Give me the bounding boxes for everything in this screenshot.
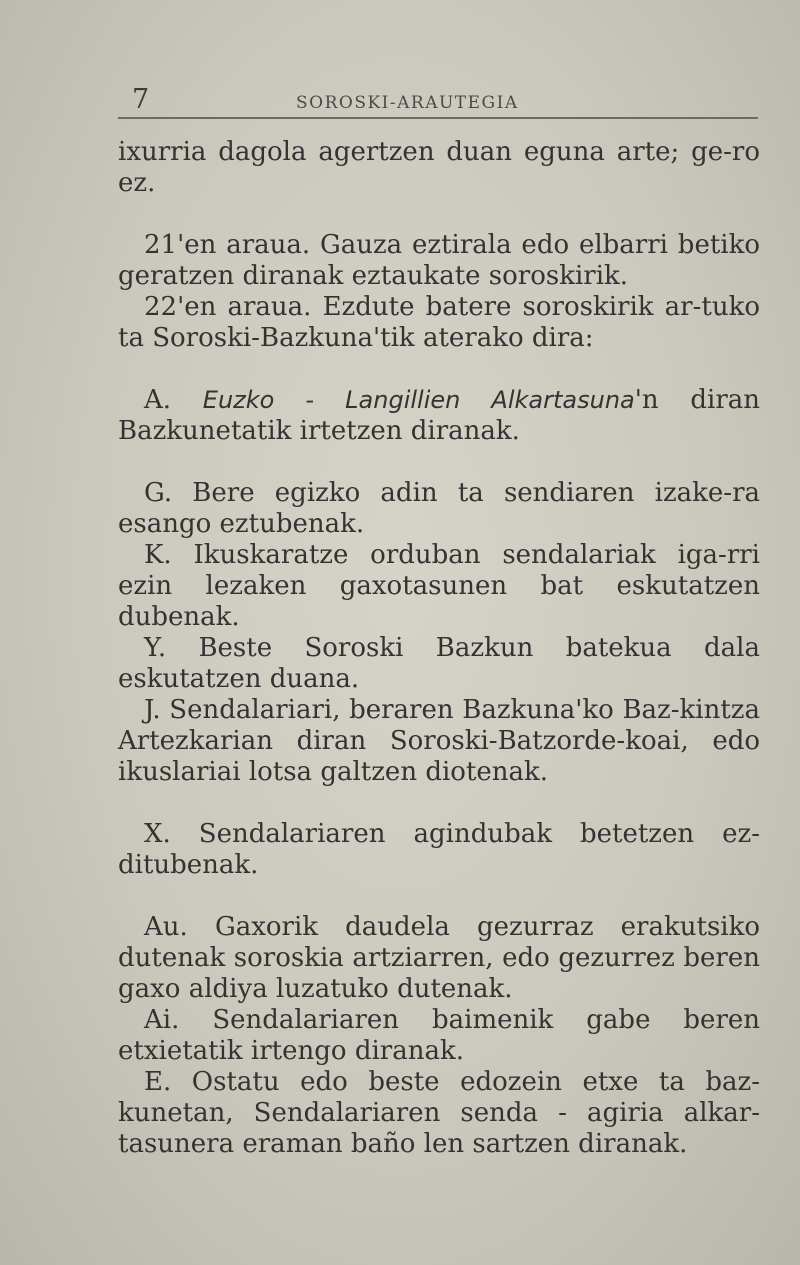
header-rule: [118, 117, 758, 119]
list-item-a: [118, 385, 760, 447]
page-body: [118, 137, 760, 1160]
list-item-x: [118, 819, 760, 881]
rule-21-paragraph: 21'en araua. Gauza eztirala edo elbarri betiko geratzen diranak eztaukate soroskirik.: [118, 230, 760, 291]
rule-22-paragraph: 22'en araua. Ezdute batere soroskirik ar-tuko ta Soroski-Bazkuna'tik aterako dira:: [118, 292, 760, 353]
item-label: Ai.: [144, 1005, 180, 1035]
item-text: Sendalariaren agindubak betetzen ez-ditubenak.: [118, 819, 760, 880]
item-label: E.: [144, 1067, 172, 1097]
paragraph-continuation: ixurria dagola agertzen duan eguna arte; ge-ro ez.: [118, 137, 760, 198]
item-label: G.: [144, 478, 173, 508]
item-label: X.: [144, 819, 171, 849]
list-item-ai: [118, 1005, 760, 1067]
item-text: Ostatu edo beste edozein etxe ta baz-kunetan, Sendalariaren senda - agiria alkar-tasunera eraman baño len sartzen diranak.: [118, 1067, 761, 1159]
page-number: 7: [132, 84, 150, 115]
organization-name: Euzko - Langillien Alkartasuna: [202, 386, 635, 414]
item-text: Beste Soroski Bazkun batekua dala eskutatzen duana.: [118, 633, 760, 694]
list-item-g: [118, 478, 760, 540]
item-text: Ikuskaratze orduban sendalariak iga-rri ezin lezaken gaxotasunen bat eskutatzen dubenak.: [118, 540, 760, 632]
list-item-e: [118, 1067, 760, 1160]
item-label: Au.: [144, 912, 188, 942]
list-item-j: [118, 695, 760, 788]
list-item-k: [118, 540, 760, 633]
item-text: Bere egizko adin ta sendiaren izake-ra esango eztubenak.: [118, 478, 760, 539]
item-label: Y.: [144, 633, 167, 663]
list-item-y: [118, 633, 760, 695]
item-text: 'n diran Bazkunetatik irtetzen diranak.: [118, 385, 761, 446]
page-header: [118, 84, 758, 120]
item-text: Sendalariari, beraren Bazkuna'ko Baz-kintza Artezkarian diran Soroski-Batzorde-koai, edo ikuslariai lotsa galtzen diotenak.: [118, 695, 760, 787]
item-label: J.: [144, 695, 161, 725]
running-title: SOROSKI-ARAUTEGIA: [296, 93, 519, 113]
item-label: A.: [144, 385, 172, 415]
list-item-au: [118, 912, 760, 1005]
item-text: Gaxorik daudela gezurraz erakutsiko dutenak soroskia artziarren, edo gezurrez beren gaxo aldiya luzatuko dutenak.: [118, 912, 761, 1004]
item-label: K.: [144, 540, 172, 570]
item-text: Sendalariaren baimenik gabe beren etxietatik irtengo diranak.: [118, 1005, 760, 1066]
